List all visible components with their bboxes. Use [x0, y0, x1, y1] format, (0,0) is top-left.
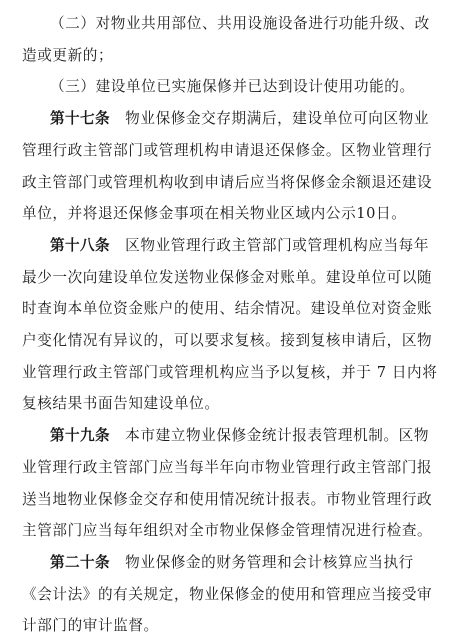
- article-19: [22, 420, 463, 547]
- text-line: [22, 420, 463, 452]
- article-heading: 第十八条: [50, 236, 110, 254]
- text-line: 户变化情况有异议的，可以要求复核。接到复核申请后，区物: [22, 332, 433, 350]
- article-heading: 第十七条: [50, 110, 110, 128]
- text-line: 主管部门应当每年组织对全市物业保修金管理情况进行检查。: [22, 522, 433, 540]
- text-line: 计部门的审计监督。: [22, 617, 159, 635]
- article-heading: 第二十条: [50, 553, 110, 571]
- article-text: 物业保修金交存期满后，建设单位可向区物业: [109, 110, 430, 128]
- text-line: 单位，并将退还保修金事项在相关物业区域内公示10日。: [22, 205, 407, 223]
- text-line: （三）建设单位已实施保修并已达到设计使用功能的。: [50, 78, 415, 96]
- text-line: 业管理行政主管部门应当每半年向市物业管理行政主管部门报: [22, 458, 433, 476]
- article-20: [22, 547, 463, 642]
- paragraph-item-3: [22, 71, 463, 103]
- text-line: （二）对物业共用部位、共用设施设备进行功能升级、改: [50, 15, 430, 32]
- text-line: [22, 230, 463, 262]
- text-line: 《会计法》的有关规定，物业保修金的使用和管理应当接受审: [22, 585, 433, 603]
- text-line: [22, 547, 463, 579]
- article-17: [22, 103, 463, 230]
- text-line: 造或更新的；: [22, 46, 114, 64]
- text-line: 管理行政主管部门或管理机构申请退还保修金。区物业管理行: [22, 141, 433, 159]
- text-line: 送当地物业保修金交存和使用情况统计报表。市物业管理行政: [22, 490, 433, 508]
- text-line: [22, 103, 463, 135]
- article-text: 本市建立物业保修金统计报表管理机制。区物: [109, 427, 430, 445]
- text-line: 复核结果书面告知建设单位。: [22, 395, 220, 413]
- text-line: 时查询本单位资金账户的使用、结余情况。建设单位对资金账: [22, 300, 433, 318]
- article-heading: 第十九条: [50, 427, 110, 445]
- text-line: 政主管部门或管理机构收到申请后应当将保修金余额退还建设: [22, 173, 433, 191]
- text-line: 最少一次向建设单位发送物业保修金对账单。建设单位可以随: [22, 268, 433, 286]
- article-18: [22, 230, 463, 420]
- article-text: 物业保修金的财务管理和会计核算应当执行: [109, 553, 414, 571]
- paragraph-item-2: [22, 8, 463, 71]
- text-line: 业管理行政主管部门或管理机构应当予以复核，并于 7 日内将: [22, 363, 438, 381]
- article-text: 区物业管理行政主管部门或管理机构应当每年: [109, 236, 430, 254]
